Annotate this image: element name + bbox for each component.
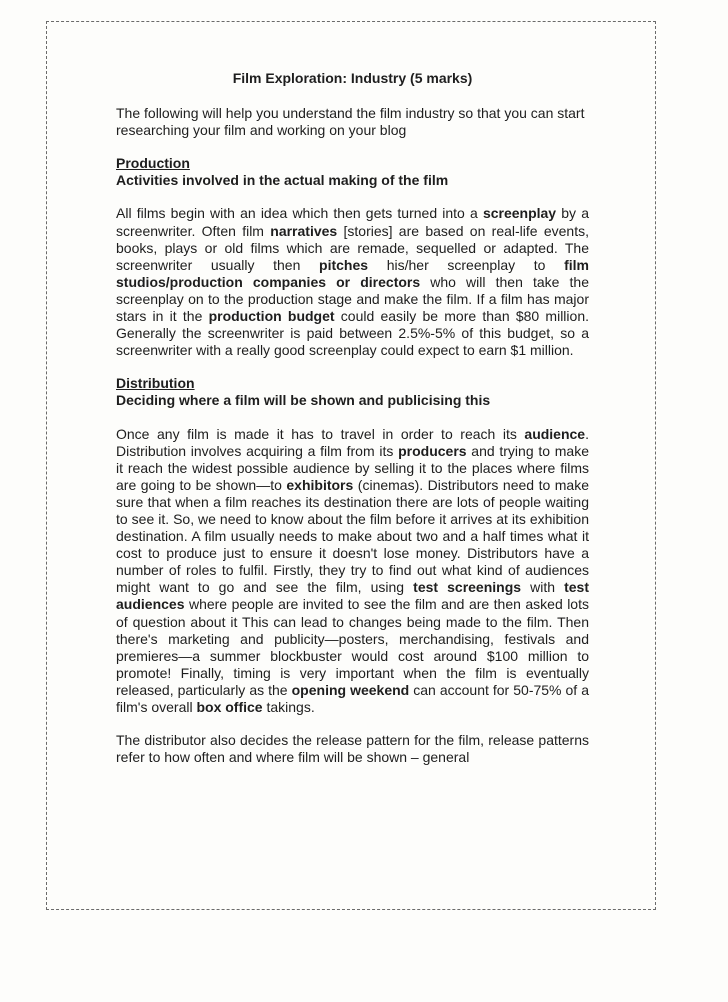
bold-term: box office bbox=[196, 699, 263, 715]
text-run: takings. bbox=[262, 699, 315, 715]
text-run: [stories] are based on real-life events, books, plays or old films which are remade, sequelled or adapted. The screenwriter usually then bbox=[116, 222, 589, 273]
text-run: could easily be more than $80 million. Generally the screenwriter is paid between 2.5%-5% of this budget, so a screenwriter with a really good screenplay could expect to earn $1 million. bbox=[116, 308, 589, 359]
text-run: Once any film is made it has to travel in order to reach its bbox=[116, 425, 525, 442]
distribution-subheading: Deciding where a film will be shown and publicising this bbox=[116, 392, 491, 409]
text-run: and trying to make it reach the widest possible audience by selling it to the places where films are going to be shown—to bbox=[116, 442, 589, 493]
text-run: (cinemas). Distributors need to make sure that when a film reaches its destination there are lots of people waiting to see it. So, we need to know about the film before it arrives at its exhibition destination. A film usually needs to make about two and a half times what it cost to produce just to ensure it doesn't lose money. Distributors have a number of roles to fulfil. Firstly, they try to find out what kind of audiences might want to go and see the film, using bbox=[116, 476, 589, 596]
bold-term: screenplay bbox=[482, 205, 557, 222]
text-run: All films begin with an idea which then gets turned into a bbox=[116, 205, 483, 222]
text-run: with bbox=[521, 579, 565, 596]
bold-term: test audiences bbox=[116, 579, 589, 613]
bold-term: narratives bbox=[270, 222, 338, 239]
text-run: can account for 50-75% of a film's overall bbox=[116, 681, 590, 715]
intro-paragraph: The following will help you understand the film industry so that you can start researching your film and working on your blog bbox=[116, 105, 585, 139]
bold-term: test screenings bbox=[413, 579, 522, 596]
bold-term: film studios/production companies or directors bbox=[116, 256, 589, 290]
text-run: his/her screenplay to bbox=[368, 256, 565, 273]
production-paragraph bbox=[116, 205, 589, 359]
release-pattern-paragraph: The distributor also decides the release pattern for the film, release patterns refer to how often and where film will be shown – general bbox=[116, 732, 589, 766]
text-run: who will then take the screenplay on to the production stage and make the film. If a film has major stars in it the bbox=[116, 273, 590, 325]
bold-term: production budget bbox=[208, 308, 335, 325]
text-run: by a screenwriter. Often film bbox=[116, 205, 589, 239]
bold-term: pitches bbox=[319, 256, 369, 273]
production-subheading: Activities involved in the actual making of the film bbox=[116, 172, 449, 189]
document-title: Film Exploration: Industry (5 marks) bbox=[232, 70, 473, 86]
text-run: . Distribution involves acquiring a film from its bbox=[116, 425, 589, 459]
distribution-paragraph bbox=[116, 426, 589, 717]
text-run: where people are invited to see the film and are then asked lots of question about it This can lead to changes being made to the film. Then there's marketing and publicity—posters, merchandising, festivals and premieres—a summer blockbuster would cost around $100 million to promote! Finally, timing is very important when the film is eventually released, particularly as the bbox=[116, 596, 589, 698]
production-heading: Production bbox=[116, 155, 190, 172]
document-body bbox=[116, 70, 589, 766]
bold-term: exhibitors bbox=[286, 476, 354, 493]
bold-term: producers bbox=[398, 442, 467, 459]
bold-term: opening weekend bbox=[291, 681, 410, 698]
bold-term: audience bbox=[524, 425, 586, 442]
distribution-heading: Distribution bbox=[116, 375, 195, 392]
